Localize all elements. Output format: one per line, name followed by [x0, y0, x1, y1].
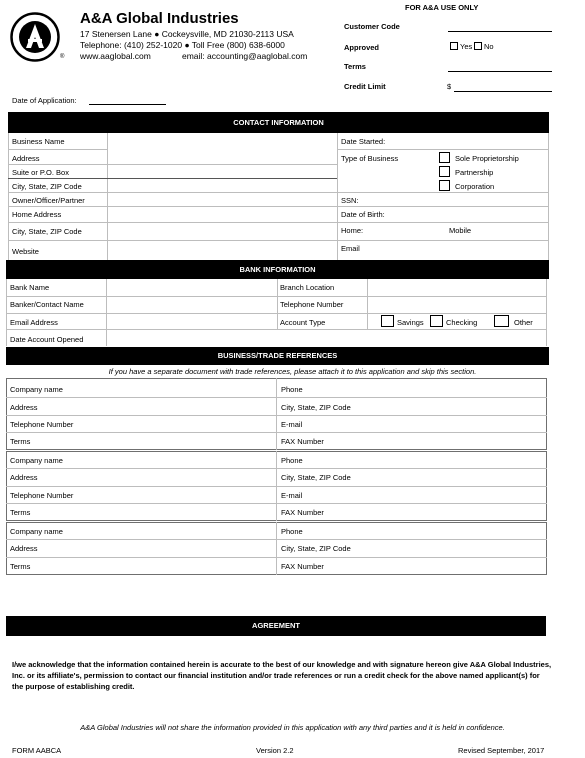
office-use-title: FOR A&A USE ONLY	[405, 3, 479, 12]
sole-proprietorship-checkbox[interactable]	[439, 152, 450, 163]
terms-field[interactable]	[448, 71, 552, 72]
corporation-label: Corporation	[455, 182, 495, 191]
ref2-address-label: Address	[10, 473, 38, 482]
ssn-label: SSN:	[341, 196, 359, 205]
company-phone: Telephone: (410) 252-1020 ● Toll Free (800) 638-6000	[80, 40, 285, 50]
bank-email-label: Email Address	[10, 318, 58, 327]
references-section-header: BUSINESS/TRADE REFERENCES	[6, 347, 549, 365]
ref2-fax-label: FAX Number	[281, 508, 324, 517]
customer-code-label: Customer Code	[344, 22, 400, 31]
bank-telephone-label: Telephone Number	[280, 300, 344, 309]
sole-proprietorship-label: Sole Proprietorship	[455, 154, 519, 163]
references-note: If you have a separate document with trade references, please attach it to this application and skip this section.	[108, 367, 477, 376]
owner-label: Owner/Officer/Partner	[12, 196, 85, 205]
date-of-application-label: Date of Application:	[12, 96, 77, 105]
credit-limit-label: Credit Limit	[344, 82, 386, 91]
privacy-statement: A&A Global Industries will not share the information provided in this application with any third parties and it is held in confidence.	[80, 723, 505, 732]
bank-section-header: BANK INFORMATION	[6, 260, 549, 279]
ref1-phone-label: Phone	[281, 385, 303, 394]
home-address-label: Home Address	[12, 210, 62, 219]
other-checkbox[interactable]	[494, 315, 509, 327]
address-label: Address	[12, 154, 40, 163]
ref2-email-label: E-mail	[281, 491, 303, 500]
customer-code-field[interactable]	[448, 31, 552, 32]
ref1-email-label: E-mail	[281, 420, 303, 429]
approved-yes-label: Yes	[460, 42, 473, 51]
revision-date: Revised September, 2017	[458, 746, 545, 755]
ref3-fax-label: FAX Number	[281, 562, 324, 571]
partnership-label: Partnership	[455, 168, 494, 177]
other-label: Other	[514, 318, 533, 327]
company-address: 17 Stenersen Lane ● Cockeysville, MD 21030-2113 USA	[80, 29, 294, 39]
dollar-sign: $	[447, 82, 452, 91]
company-name: A&A Global Industries	[80, 10, 239, 27]
branch-location-label: Branch Location	[280, 283, 335, 292]
contact-section-header: CONTACT INFORMATION	[8, 112, 549, 133]
approved-no-checkbox[interactable]	[474, 42, 482, 50]
credit-limit-field[interactable]	[454, 91, 552, 92]
ref3-city-label: City, State, ZIP Code	[281, 544, 351, 553]
ref3-address-label: Address	[10, 544, 38, 553]
ref1-city-label: City, State, ZIP Code	[281, 403, 351, 412]
company-logo	[10, 12, 60, 62]
savings-checkbox[interactable]	[381, 315, 394, 327]
ref3-terms-label: Terms	[10, 562, 31, 571]
banker-contact-label: Banker/Contact Name	[10, 300, 84, 309]
savings-label: Savings	[397, 318, 424, 327]
ref3-phone-label: Phone	[281, 527, 303, 536]
form-id: FORM AABCA	[12, 746, 62, 755]
ref2-company-name-label: Company name	[10, 456, 63, 465]
checking-label: Checking	[446, 318, 478, 327]
date-of-birth-label: Date of Birth:	[341, 210, 385, 219]
agreement-text: I/we acknowledge that the information contained herein is accurate to the best of our knowledge and with signature hereon give A&A Global Industries, Inc. or its affiliate's, permission to contact our financial institution and/or trade references or run a credit check for the above named applicant(s) for the purpose of establishing credit.	[12, 660, 552, 691]
ref2-city-label: City, State, ZIP Code	[281, 473, 351, 482]
ref2-terms-label: Terms	[10, 508, 31, 517]
date-started-label: Date Started:	[341, 137, 386, 146]
checking-checkbox[interactable]	[430, 315, 443, 327]
terms-label: Terms	[344, 62, 366, 71]
company-web[interactable]: www.aaglobal.com	[80, 51, 151, 61]
approved-no-label: No	[484, 42, 494, 51]
ref3-company-name-label: Company name	[10, 527, 63, 536]
form-version: Version 2.2	[256, 746, 294, 755]
ref1-fax-label: FAX Number	[281, 437, 324, 446]
mobile-phone-label: Mobile	[449, 226, 472, 235]
home-city-state-zip-label: City, State, ZIP Code	[12, 227, 82, 236]
ref1-address-label: Address	[10, 403, 38, 412]
approved-label: Approved	[344, 43, 380, 52]
agreement-section-header: AGREEMENT	[6, 616, 546, 636]
partnership-checkbox[interactable]	[439, 166, 450, 177]
email-label: Email	[341, 244, 360, 253]
company-email[interactable]: email: accounting@aaglobal.com	[182, 51, 308, 61]
date-of-application-field[interactable]	[89, 104, 166, 105]
corporation-checkbox[interactable]	[439, 180, 450, 191]
suite-label: Suite or P.O. Box	[12, 168, 69, 177]
business-name-label: Business Name	[12, 137, 65, 146]
approved-yes-checkbox[interactable]	[450, 42, 458, 50]
city-state-zip-label: City, State, ZIP Code	[12, 182, 82, 191]
ref1-terms-label: Terms	[10, 437, 31, 446]
bank-name-label: Bank Name	[10, 283, 50, 292]
registered-mark: ®	[60, 54, 65, 60]
home-phone-label: Home:	[341, 226, 364, 235]
account-type-label: Account Type	[280, 318, 326, 327]
type-of-business-label: Type of Business	[341, 154, 399, 163]
website-label: Website	[12, 247, 39, 256]
ref2-telephone-label: Telephone Number	[10, 491, 74, 500]
date-account-opened-label: Date Account Opened	[10, 335, 84, 344]
ref2-phone-label: Phone	[281, 456, 303, 465]
ref1-company-name-label: Company name	[10, 385, 63, 394]
ref1-telephone-label: Telephone Number	[10, 420, 74, 429]
